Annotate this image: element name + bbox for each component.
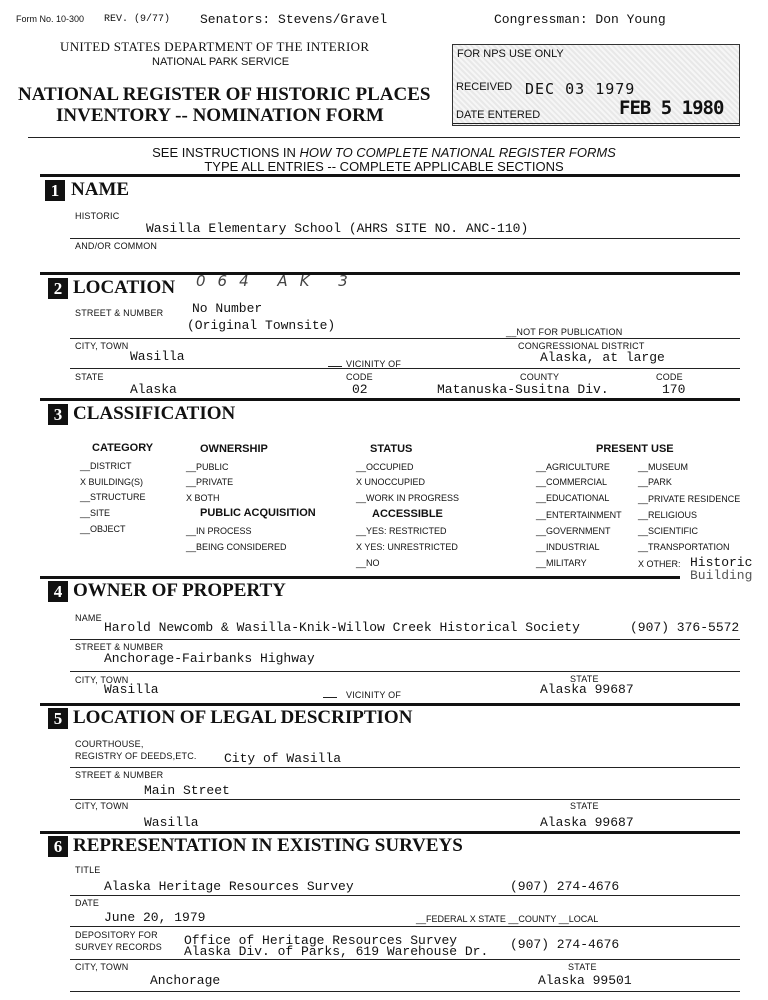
section2-rule: [40, 272, 740, 275]
use-military[interactable]: __MILITARY: [536, 558, 587, 568]
city-value: Wasilla: [130, 349, 185, 364]
depository-label-1: DEPOSITORY FOR: [75, 930, 158, 940]
instructions-line2: TYPE ALL ENTRIES -- COMPLETE APPLICABLE SECTIONS: [204, 159, 564, 174]
section1-title: NAME: [71, 179, 130, 200]
use-government[interactable]: __GOVERNMENT: [536, 526, 611, 536]
section6-rule: [40, 831, 740, 834]
common-name-label: AND/OR COMMON: [75, 241, 158, 251]
survey-title-label: TITLE: [75, 865, 101, 875]
vicinity-label: VICINITY OF: [346, 359, 402, 369]
date-entered-stamp: FEB 5 1980: [619, 97, 724, 119]
street-rule: [70, 338, 740, 339]
category-buildings[interactable]: X BUILDING(S): [80, 477, 144, 487]
ownership-heading: OWNERSHIP: [200, 443, 268, 455]
depository-label-2: SURVEY RECORDS: [75, 942, 162, 952]
section5-rule: [40, 703, 740, 706]
depository-phone: (907) 274-4676: [510, 937, 620, 952]
county-label: COUNTY: [520, 372, 560, 382]
owner-state-label: STATE: [570, 674, 599, 684]
courthouse-value: City of Wasilla: [224, 751, 342, 766]
ownership-public[interactable]: __PUBLIC: [186, 462, 229, 472]
survey-state-label: STATE: [568, 962, 597, 972]
owner-state-value: Alaska 99687: [540, 682, 634, 697]
form-title-line1: NATIONAL REGISTER OF HISTORIC PLACES: [18, 84, 431, 105]
section4-rule: [40, 576, 680, 579]
ownership-both[interactable]: X BOTH: [186, 493, 220, 503]
department-name: UNITED STATES DEPARTMENT OF THE INTERIOR: [60, 39, 370, 54]
depository-rule: [70, 959, 740, 960]
street-value-line1: No Number: [192, 301, 263, 316]
congressional-district-value: Alaska, at large: [540, 350, 665, 365]
state-value: Alaska: [130, 382, 177, 397]
street-value-line2: (Original Townsite): [187, 318, 336, 333]
use-scientific[interactable]: __SCIENTIFIC: [638, 526, 699, 536]
section6-title: REPRESENTATION IN EXISTING SURVEYS: [73, 835, 463, 856]
section2-title: LOCATION: [73, 277, 176, 298]
county-value: Matanuska-Susitna Div.: [437, 382, 609, 397]
acquisition-in-process[interactable]: __IN PROCESS: [186, 526, 252, 536]
vicinity-blank: [328, 366, 342, 367]
date-entered-label: DATE ENTERED: [456, 109, 541, 121]
legal-street-rule: [70, 799, 740, 800]
use-park[interactable]: __PARK: [638, 477, 672, 487]
survey-title-phone: (907) 274-4676: [510, 879, 620, 894]
city-label: CITY, TOWN: [75, 341, 129, 351]
bottom-rule: [70, 991, 740, 992]
owner-vicinity-blank: [323, 697, 337, 698]
use-other[interactable]: X OTHER:: [638, 559, 681, 569]
section1-rule: [40, 174, 740, 177]
owner-vicinity-label: VICINITY OF: [346, 690, 402, 700]
use-private-residence[interactable]: __PRIVATE RESIDENCE: [638, 494, 741, 504]
status-heading: STATUS: [370, 443, 413, 455]
category-heading: CATEGORY: [92, 442, 154, 454]
instructions-line1: SEE INSTRUCTIONS IN HOW TO COMPLETE NATIONAL REGISTER FORMS: [152, 145, 616, 160]
state-label: STATE: [75, 372, 104, 382]
congressional-district-label: CONGRESSIONAL DISTRICT: [518, 341, 645, 351]
congressman-line: Congressman: Don Young: [494, 12, 666, 27]
ownership-private[interactable]: __PRIVATE: [186, 477, 234, 487]
legal-state-value: Alaska 99687: [540, 815, 634, 830]
survey-levels[interactable]: __FEDERAL X STATE __COUNTY __LOCAL: [416, 914, 599, 924]
form-title-line2: INVENTORY -- NOMINATION FORM: [56, 105, 384, 126]
section3-number: 3: [48, 404, 68, 425]
survey-date-rule: [70, 926, 740, 927]
service-name: NATIONAL PARK SERVICE: [152, 56, 290, 68]
legal-city-label: CITY, TOWN: [75, 801, 129, 811]
not-for-publication: __NOT FOR PUBLICATION: [506, 327, 623, 337]
city-rule: [70, 368, 740, 369]
historic-rule: [70, 238, 740, 239]
survey-city-value: Anchorage: [150, 973, 221, 988]
street-label: STREET & NUMBER: [75, 308, 164, 318]
section4-title: OWNER OF PROPERTY: [73, 580, 286, 601]
historic-name-value: Wasilla Elementary School (AHRS SITE NO. ANC-110): [146, 221, 529, 236]
historic-label: HISTORIC: [75, 211, 120, 221]
owner-phone: (907) 376-5572: [630, 620, 740, 635]
legal-state-label: STATE: [570, 801, 599, 811]
survey-title-value: Alaska Heritage Resources Survey: [104, 879, 354, 894]
state-code-value: 02: [352, 382, 368, 397]
survey-city-label: CITY, TOWN: [75, 962, 129, 972]
accessible-restricted[interactable]: __YES: RESTRICTED: [356, 526, 447, 536]
state-code-label: CODE: [346, 372, 373, 382]
status-occupied[interactable]: __OCCUPIED: [356, 462, 414, 472]
section2-number: 2: [48, 278, 68, 299]
depository-value-1: Office of Heritage Resources Survey: [184, 933, 458, 948]
use-other-value-line2: Building: [690, 568, 753, 583]
senators-line: Senators: Stevens/Gravel: [200, 12, 388, 27]
section4-number: 4: [48, 581, 68, 602]
accessible-heading: ACCESSIBLE: [372, 508, 443, 520]
nps-use-box: [452, 44, 740, 126]
category-structure[interactable]: __STRUCTURE: [80, 492, 146, 502]
use-entertainment[interactable]: __ENTERTAINMENT: [536, 510, 622, 520]
category-object[interactable]: __OBJECT: [80, 524, 126, 534]
owner-name-rule: [70, 639, 740, 640]
legal-street-value: Main Street: [144, 783, 230, 798]
acquisition-being-considered[interactable]: __BEING CONSIDERED: [186, 542, 287, 552]
owner-street-label: STREET & NUMBER: [75, 642, 164, 652]
use-museum[interactable]: __MUSEUM: [638, 462, 689, 472]
section1-number: 1: [45, 180, 65, 201]
form-number: Form No. 10-300: [16, 14, 85, 24]
section3-title: CLASSIFICATION: [73, 403, 236, 424]
section5-title: LOCATION OF LEGAL DESCRIPTION: [73, 707, 413, 728]
use-transportation[interactable]: __TRANSPORTATION: [638, 542, 730, 552]
courthouse-rule: [70, 767, 740, 768]
use-commercial[interactable]: __COMMERCIAL: [536, 477, 608, 487]
header-rule: [28, 137, 740, 138]
owner-city-label: CITY, TOWN: [75, 675, 129, 685]
category-site[interactable]: __SITE: [80, 508, 111, 518]
handwritten-code: 064 AK 3: [196, 272, 360, 290]
nps-box-rule: [453, 123, 739, 124]
owner-name-label: NAME: [75, 613, 102, 623]
owner-name-value: Harold Newcomb & Wasilla-Knik-Willow Creek Historical Society: [104, 620, 580, 635]
received-stamp: DEC 03 1979: [525, 80, 636, 98]
use-industrial[interactable]: __INDUSTRIAL: [536, 542, 600, 552]
use-religious[interactable]: __RELIGIOUS: [638, 510, 698, 520]
status-unoccupied[interactable]: X UNOCCUPIED: [356, 477, 426, 487]
category-district[interactable]: __DISTRICT: [80, 461, 132, 471]
section3-rule: [40, 398, 740, 401]
form-revision: REV. (9/77): [104, 14, 171, 25]
section6-number: 6: [48, 836, 68, 857]
owner-city-value: Wasilla: [104, 682, 159, 697]
use-agriculture[interactable]: __AGRICULTURE: [536, 462, 610, 472]
section5-number: 5: [48, 708, 68, 729]
owner-street-rule: [70, 671, 740, 672]
survey-date-value: June 20, 1979: [104, 910, 206, 925]
use-educational[interactable]: __EDUCATIONAL: [536, 493, 610, 503]
legal-street-label: STREET & NUMBER: [75, 770, 164, 780]
status-work-in-progress[interactable]: __WORK IN PROGRESS: [356, 493, 460, 503]
county-code-label: CODE: [656, 372, 683, 382]
accessible-unrestricted[interactable]: X YES: UNRESTRICTED: [356, 542, 458, 552]
survey-state-value: Alaska 99501: [538, 973, 632, 988]
courthouse-label: COURTHOUSE,: [75, 739, 144, 749]
use-other-value: Historic: [690, 555, 753, 570]
accessible-no[interactable]: __NO: [356, 558, 380, 568]
received-label: RECEIVED: [456, 81, 513, 93]
survey-title-rule: [70, 895, 740, 896]
registry-label: REGISTRY OF DEEDS,ETC.: [75, 751, 197, 761]
survey-date-label: DATE: [75, 898, 100, 908]
public-acquisition-heading: PUBLIC ACQUISITION: [200, 507, 316, 519]
present-use-heading: PRESENT USE: [596, 443, 674, 455]
owner-street-value: Anchorage-Fairbanks Highway: [104, 651, 315, 666]
nps-use-label: FOR NPS USE ONLY: [457, 48, 564, 60]
legal-city-value: Wasilla: [144, 815, 199, 830]
county-code-value: 170: [662, 382, 686, 397]
depository-value-2: Alaska Div. of Parks, 619 Warehouse Dr.: [184, 944, 489, 959]
